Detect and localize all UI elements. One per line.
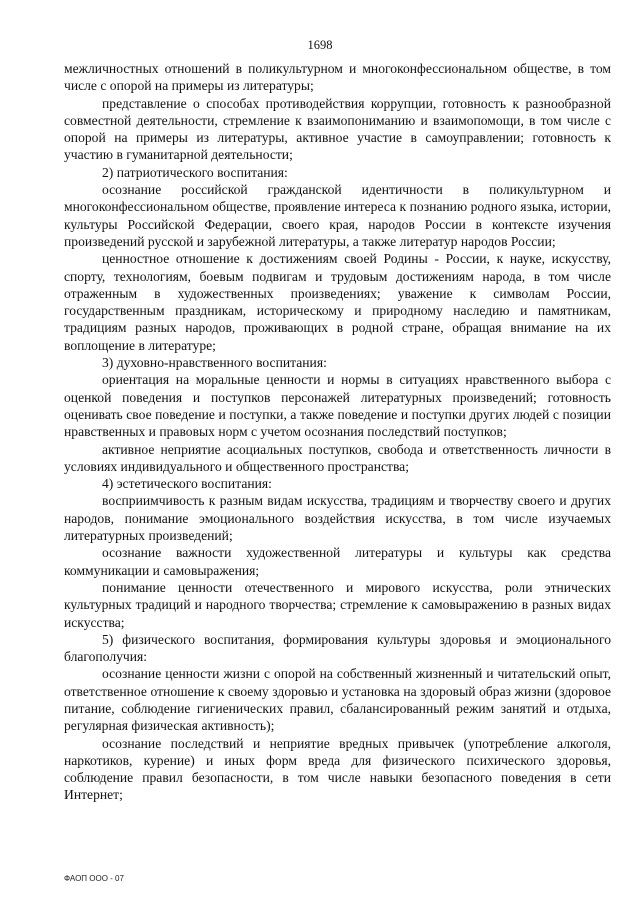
paragraph: осознание последствий и неприятие вредных привычек (употребление алкоголя, наркотиков, курение) и иных форм вреда для физического психического здоровья, соблюдение правил безопасности, в том числе навыки безопасного поведения в сети Интернет; — [64, 735, 611, 803]
paragraph: активное неприятие асоциальных поступков, свобода и ответственность личности в условиях индивидуального и общественного пространства; — [64, 441, 611, 474]
section-heading: 3) духовно-нравственного воспитания: — [102, 355, 327, 371]
page-number: 1698 — [307, 38, 333, 52]
paragraph: ориентация на моральные ценности и нормы в ситуациях нравственного выбора с оценкой поведения и поступков персонажей литературных произведений; готовность оценивать свое поведение и поступки, а также поведение и поступки других людей с позиции нравственных и правовых норм с учетом осознания последствий поступков; — [64, 372, 611, 440]
section-heading: 5) физического воспитания, формирования культуры здоровья и эмоционального благополучия: — [64, 631, 611, 665]
document-body — [64, 60, 611, 804]
paragraph: межличностных отношений в поликультурном и многоконфессиональном обществе, в том числе с опорой на примеры из литературы; — [64, 61, 611, 94]
paragraph: понимание ценности отечественного и мирового искусства, роли этнических культурных традиций и народного творчества; стремление к самовыражению в разных видах искусства; — [64, 579, 611, 630]
paragraph: представление о способах противодействия коррупции, готовность к разнообразной совместной деятельности, стремление к взаимопониманию и взаимопомощи, в том числе с опорой на примеры из литературы, активное участие в самоуправлении; готовность к участию в гуманитарной деятельности; — [64, 95, 611, 163]
section-heading: 4) эстетического воспитания: — [102, 476, 272, 492]
paragraph: осознание важности художественной литературы и культуры как средства коммуникации и самовыражения; — [64, 545, 611, 578]
paragraph: осознание российской гражданской идентичности в поликультурном и многоконфессиональном обществе, проявление интереса к познанию родного языка, истории, культуры Российской Федерации, своего края, народов России в контексте изучения произведений русской и зарубежной литературы, а также литератур народов России; — [64, 182, 611, 249]
paragraph: осознание ценности жизни с опорой на собственный жизненный и читательский опыт, ответственное отношение к своему здоровью и установка на здоровый образ жизни (здоровое питание, соблюдение гигиенических правил, сбалансированный режим занятий и отдыха, регулярная физическая активность); — [64, 666, 611, 734]
paragraph: ценностное отношение к достижениям своей Родины - России, к науке, искусству, спорту, технологиям, боевым подвигам и трудовым достижениям народа, в том числе отраженным в художественных произведениях; уважение к символам России, государственным праздникам, историческому и природному наследию и памятникам, традициям разных народов, проживающих в родной стране, обращая внимание на их воплощение в литературе; — [64, 251, 611, 353]
paragraph: восприимчивость к разным видам искусства, традициям и творчеству своего и других народов, понимание эмоционального воздействия искусства, в том числе изучаемых литературных произведений; — [64, 493, 611, 544]
section-heading: 2) патриотического воспитания: — [102, 164, 288, 180]
document-footer: ФАОП ООО - 07 — [64, 874, 124, 883]
